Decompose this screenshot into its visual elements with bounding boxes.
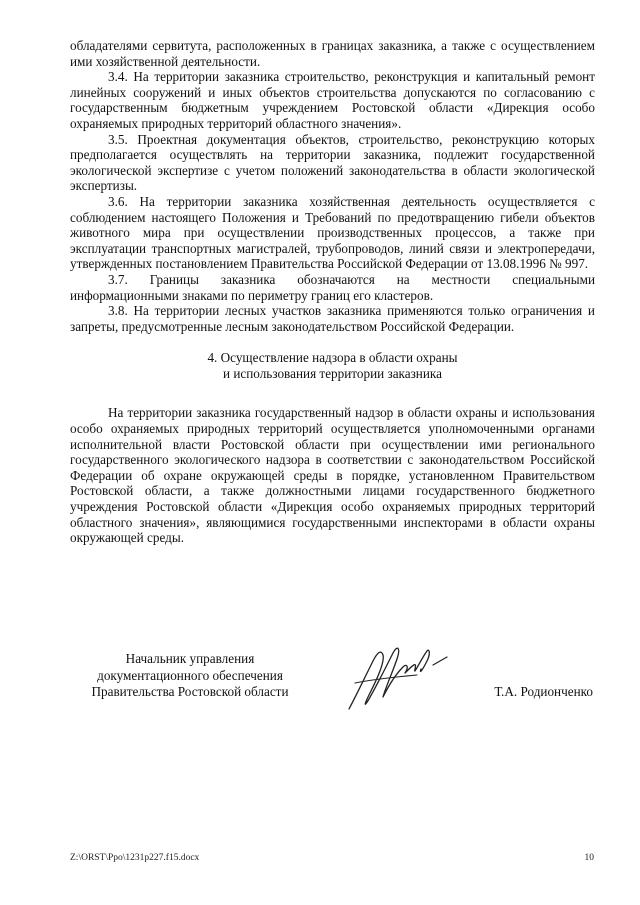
handwritten-signature-icon bbox=[335, 639, 455, 717]
paragraph-3-5: 3.5. Проектная документация объектов, строительство, реконструкцию которых предполагается осуществлять на территории заказника, подлежит государственной экологической экспертизе с учетом положений законодательства в области экологической экспертизы. bbox=[70, 131, 595, 194]
signature-block bbox=[70, 651, 595, 711]
paragraph-3-6: 3.6. На территории заказника хозяйственная деятельность осуществляется с соблюдением настоящего Положения и Требований по предотвращению гибели объектов животного мира при осуществлении производственных процессов, а также при эксплуатации транспортных магистралей, трубопроводов, линий связи и электропередачи, утвержденных постановлением Правительства Российской Федерации от 13.08.1996 № 997. bbox=[70, 193, 595, 272]
document-body bbox=[70, 38, 595, 546]
paragraph-3-4: 3.4. На территории заказника строительство, реконструкция и капитальный ремонт линейных сооружений и иных объектов строительства допускаются по согласованию с государственным бюджетным учреждением Ростовской области «Дирекция особо охраняемых природных территорий областного значения». bbox=[70, 69, 595, 131]
paragraph-continuation: обладателями сервитута, расположенных в границах заказника, а также с осуществлением ими хозяйственной деятельности. bbox=[70, 38, 595, 69]
signatory-position bbox=[70, 651, 310, 701]
section-heading-line2: и использования территории заказника bbox=[222, 365, 442, 381]
footer-file-path: Z:\ORST\Ppo\1231p227.f15.docx bbox=[70, 853, 200, 863]
page-number: 10 bbox=[584, 853, 594, 863]
paragraph-3-7: 3.7. Границы заказника обозначаются на местности специальными информационными знаками по периметру границ его кластеров. bbox=[70, 271, 595, 303]
section-4-heading bbox=[70, 350, 595, 381]
signatory-name: Т.А. Родионченко bbox=[494, 684, 593, 699]
paragraph-section-4: На территории заказника государственный надзор в области охраны и использования особо охраняемых природных территорий осуществляется уполномоченными органами исполнительной власти Ростовской области при осуществлении ими регионального государственного экологического надзора в соответствии с законодательством Российской Федерации об охране окружающей среды в порядке, установленном Правительством Ростовской области, а также должностными лицами государственного бюджетного учреждения Ростовской области «Дирекция особо охраняемых природных территорий областного значения», являющимися государственными инспекторами в области охраны окружающей среды. bbox=[70, 405, 595, 546]
paragraph-3-8: 3.8. На территории лесных участков заказника применяются только ограничения и запреты, предусмотренные лесным законодательством Российской Федерации. bbox=[70, 303, 595, 334]
position-line-3: Правительства Ростовской области bbox=[91, 684, 289, 699]
position-line-1: Начальник управления bbox=[125, 651, 255, 666]
position-line-2: документационного обеспечения bbox=[97, 667, 283, 683]
section-heading-line1: 4. Осуществление надзора в области охраны bbox=[207, 350, 458, 366]
